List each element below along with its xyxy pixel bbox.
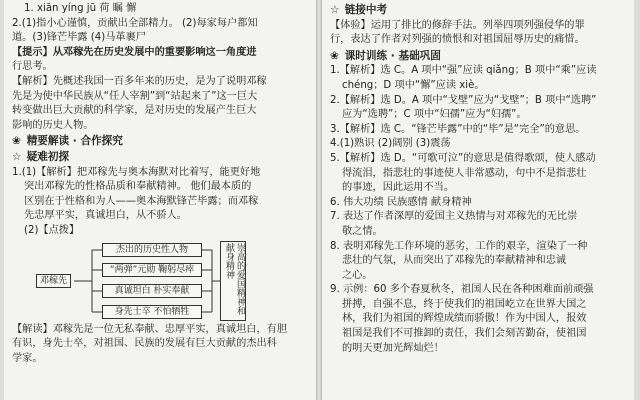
text-line: 影响的历史人物。 <box>12 119 94 131</box>
text-line: 1.(1)【解析】把邓稼先与奥本海默对比着写，能更好地 <box>12 166 261 178</box>
section-title: 链接中考 <box>344 4 388 16</box>
diagram-summary-node: 崇高的爱国精神和献身精神 <box>220 241 246 321</box>
text-line: 3.【解析】选 C。“锋芒毕露”中的“毕”是“完全”的意思。 <box>330 123 586 135</box>
section-heading-practice <box>330 49 628 64</box>
section-title: 精要解读 · 合作探究 <box>26 135 123 148</box>
text-line: 的事迹，因此运用不当。 <box>342 182 455 194</box>
text-line: 2.【解析】选 D。A 项中“戈壁”应为“戈壁”；B 项中“选聘” <box>330 94 597 106</box>
text-line: (2)【点拨】 <box>24 224 80 236</box>
text-line: 悲壮的气氛，从而突出了邓稼先的奉献精神和忠诚 <box>342 255 567 267</box>
text-line: 【解读】邓稼先是一位无私奉献、忠厚平实，真诚坦白，有胆 <box>12 323 288 335</box>
left-interpretation-block <box>12 323 310 367</box>
flower-icon: ❀ <box>12 135 21 148</box>
text-line: 应为“选聘”；C 项中“妇孺”应为“妇孺”。 <box>342 109 527 121</box>
text-line: 得流泪，指悲壮的事迹使人非常感动，句中不是指悲壮 <box>342 167 587 179</box>
text-line: 学家。 <box>12 352 43 364</box>
right-page <box>322 0 634 400</box>
text-line: 先是为使中华民族从“任人宰割”到“站起来了”这一巨大 <box>12 90 258 102</box>
section-heading-exam-link <box>330 3 628 18</box>
diagram-node-1: 杰出的历史性人物 <box>102 243 202 257</box>
text-line: 有识，身先士卒，对祖国、民族的发展有巨大贡献的杰出科 <box>12 338 277 350</box>
text-line: 拼搏，自强不息，终于使我们的祖国屹立在世界大国之 <box>342 298 587 310</box>
right-answers-block <box>330 64 628 356</box>
text-line: 祖国是我们不可推卸的责任，我们会刻苦勤奋，使祖国 <box>342 328 587 340</box>
diagram-node-3: 真诚坦白 朴实奉献 <box>102 284 202 298</box>
text-line: 道。(3)锋芒毕露 (4)马革裹尸 <box>12 32 146 44</box>
text-line: 1.【解析】选 C。A 项中“强”应读 qiǎng；B 项中“乘”应读 <box>330 65 597 77</box>
text-line: 【提示】从邓稼先在历史发展中的重要影响这一角度进 <box>12 46 257 58</box>
text-line: 6. 伟大功绩 民族感情 献身精神 <box>330 196 472 208</box>
text-line: 先忠厚平实，真诚坦白，从不骄人。 <box>24 210 187 222</box>
star-icon: ☆ <box>330 4 340 16</box>
diagram-node-4: 身先士卒 不怕牺牲 <box>102 305 202 319</box>
text-line: 区别在于性格和为人——奥本海默锋芒毕露；而邓稼 <box>24 195 259 207</box>
text-line: 突出邓稼先的性格品质和奉献精神。 他们最本质的 <box>24 181 252 193</box>
left-content <box>12 2 310 366</box>
text-line: 之心。 <box>342 269 373 281</box>
left-analysis-block <box>12 166 310 239</box>
text-line: 【解析】先概述我国一百多年来的历史，是为了说明邓稼 <box>12 75 267 87</box>
diagram-center-node: 邓稼先 <box>36 274 71 288</box>
text-line: 转变做出巨大贡献的科学家，是对历史的发展产生巨大 <box>12 105 257 117</box>
text-line: 林，我们为祖国的辉煌成绩而骄傲！作为中国人，报效 <box>342 313 587 325</box>
section-title: 疑难初探 <box>26 150 70 163</box>
left-page <box>4 0 316 400</box>
text-line: 敬之情。 <box>342 225 383 237</box>
text-line: 【体验】运用了排比的修辞手法。列举四项列强侵华的罪 <box>330 19 585 31</box>
text-line: chéng；D 项中“懈”应读 xiè。 <box>342 79 485 91</box>
text-line: 8. 表明邓稼先工作环境的恶劣，工作的艰辛，渲染了一种 <box>330 240 588 252</box>
text-line: 行思考。 <box>12 61 53 73</box>
left-answer-block <box>12 2 310 133</box>
star-icon: ☆ <box>12 150 22 163</box>
text-line: 1. xiān yíng jū 荷 瞩 懈 <box>24 3 137 14</box>
flower-icon: ❀ <box>330 49 339 62</box>
text-line: 行，表达了作者对列强的愤恨和对祖国屈辱历史的痛惜。 <box>330 34 585 46</box>
text-line: 5.【解析】选 D。“可歌可泣”的意思是值得歌颂，使人感动 <box>330 152 596 164</box>
section-heading-difficulty <box>12 150 310 165</box>
text-line: 4.(1)熟识 (2)阔别 (3)震荡 <box>330 138 451 150</box>
text-line: 2.(1)指小心谨慎，贡献出全部精力。 (2)每家每户都知 <box>12 17 258 29</box>
section-title: 课时训练 · 基础巩固 <box>344 49 441 62</box>
text-line: 的明天更加光辉灿烂！ <box>342 342 444 354</box>
section-heading-intensive <box>12 134 310 149</box>
text-line: 9. 示例：60 多个春夏秋冬，祖国人民在各种困难面前顽强 <box>330 284 594 296</box>
right-content <box>330 2 628 356</box>
mind-map-diagram <box>12 241 310 321</box>
right-experience-block <box>330 19 628 48</box>
diagram-node-2: “两弹”元勋 鞠躬尽瘁 <box>102 263 202 277</box>
text-line: 7. 表达了作者深厚的爱国主义热情与对邓稼先的无比崇 <box>330 211 578 223</box>
